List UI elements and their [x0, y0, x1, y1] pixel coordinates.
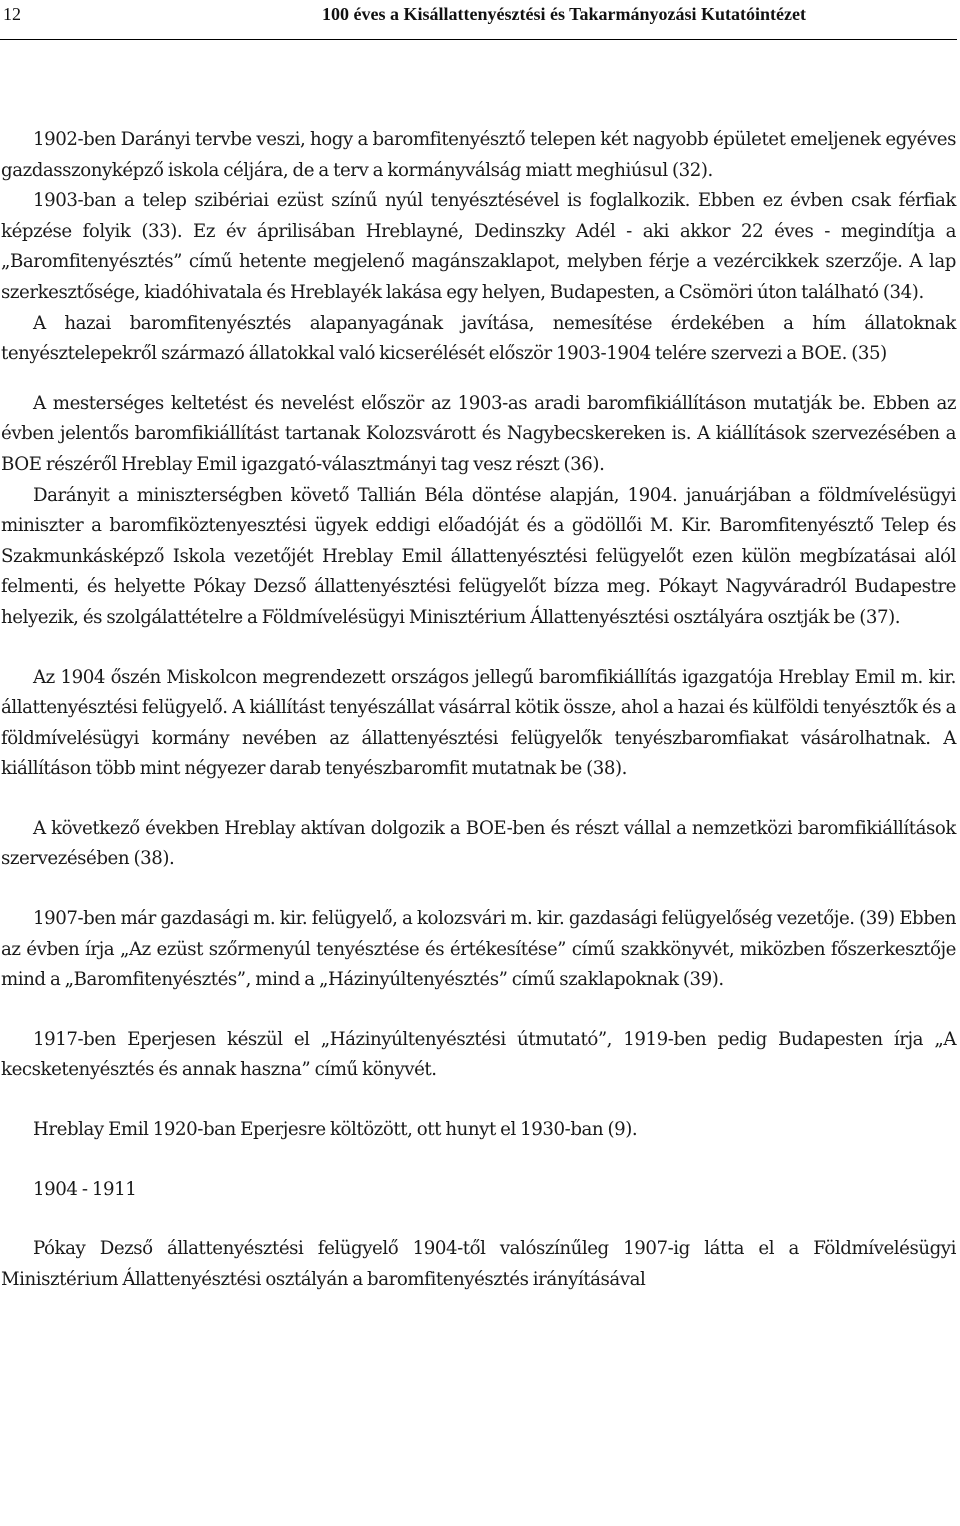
running-title: 100 éves a Kisállattenyésztési és Takarmányozási Kutatóintézet — [322, 4, 806, 24]
paragraph: 1907-ben már gazdasági m. kir. felügyelő, a kolozsvári m. kir. gazdasági felügyelőség vezetője. (39) Ebben az évben írja „Az ezüst szőrmenyúl tenyésztése és értékesítése” című szakkönyvét, miközben főszerkesztője mind a „Baromfitenyésztés”, mind a „Házinyúltenyésztés” című szaklapoknak (39). — [1, 908, 956, 991]
paragraph: 1902-ben Darányi tervbe veszi, hogy a baromfitenyésztő telepen két nagyobb épületet emeljenek egyéves gazdasszonyképző iskola céljára, de a terv a kormányválság miatt meghiúsul (32). — [1, 129, 956, 181]
body-text — [1, 125, 956, 1295]
paragraph: Az 1904 őszén Miskolcon megrendezett országos jellegű baromfikiállítás igazgatója Hreblay Emil m. kir. állattenyésztési felügyelő. A kiállítást tenyészállat vásárral kötik össze, ahol a hazai és külföldi tenyésztők és a földmívelésügyi kormány nevében az állattenyésztési felügyelők tenyészbaromfiakat vásárolhatnak. A kiállításon több mint négyezer darab tenyészbaromfit mutatnak be (38). — [1, 666, 956, 780]
paragraph: A következő években Hreblay aktívan dolgozik a BOE-ben és részt vállal a nemzetközi baromfikiállítások szervezésében (38). — [1, 817, 956, 870]
paragraph: A hazai baromfitenyésztés alapanyagának javítása, nemesítése érdekében a hím állatoknak tenyésztelepekről származó állatokkal való kicserélését először 1903-1904 telére szervezi a BOE. (35) — [1, 312, 956, 365]
paragraph: 1917-ben Eperjesen készül el „Házinyúltenyésztési útmutató”, 1919-ben pedig Budapesten írja „A kecsketenyésztés és annak haszna” című könyvét. — [1, 1028, 956, 1081]
page-number: 12 — [3, 4, 21, 24]
paragraph: A mesterséges keltetést és nevelést először az 1903-as aradi baromfikiállításon mutatják be. Ebben az évben jelentős baromfikiállítást tartanak Kolozsvárott és Nagybecskereken is. A kiállítások szervezésében a BOE részéről Hreblay Emil igazgató-választmányi tag vesz részt (36). — [1, 392, 956, 475]
paragraph: 1903-ban a telep szibériai ezüst színű nyúl tenyésztésével is foglalkozik. Ebben ez évben csak férfiak képzése folyik (33). Ez év áprilisában Hreblayné, Dedinszky Adél - aki akkor 22 éves - megindítja a „Baromfitenyésztés” című hetente megjelenő magánszaklapot, melyben férje a vezércikkek szerzője. A lap szerkesztősége, kiadóhivatala és Hreblayék lakása egy helyen, Budapesten, a Csömöri úton található (34). — [1, 190, 956, 303]
section-heading: 1904 - 1911 — [33, 1178, 137, 1200]
paragraph: Pókay Dezső állattenyésztési felügyelő 1904-től valószínűleg 1907-ig látta el a Földmívelésügyi Minisztérium Állattenyésztési osztályán a baromfitenyésztés irányításával — [1, 1238, 956, 1290]
page-header — [0, 4, 960, 28]
paragraph: Darányit a miniszterségben követő Tallián Béla döntése alapján, 1904. januárjában a földmívelésügyi miniszter a baromfiköztenyesztési ügyek eddigi előadóját és a gödöllői M. Kir. Baromfitenyésztő Telep és Szakmunkásképző Iskola vezetőjét Hreblay Emil állattenyésztési felügyelőt ezen külön megbízatásai alól felmenti, és helyette Pókay Dezső állattenyésztési felügyelőt bízza meg. Pókayt Nagyváradról Budapestre helyezik, és szolgálattételre a Földmívelésügyi Minisztérium Állattenyésztési osztályára osztják be (37). — [1, 484, 956, 628]
header-rule — [0, 39, 957, 40]
paragraph: Hreblay Emil 1920-ban Eperjesre költözött, ott hunyt el 1930-ban (9). — [33, 1119, 638, 1141]
